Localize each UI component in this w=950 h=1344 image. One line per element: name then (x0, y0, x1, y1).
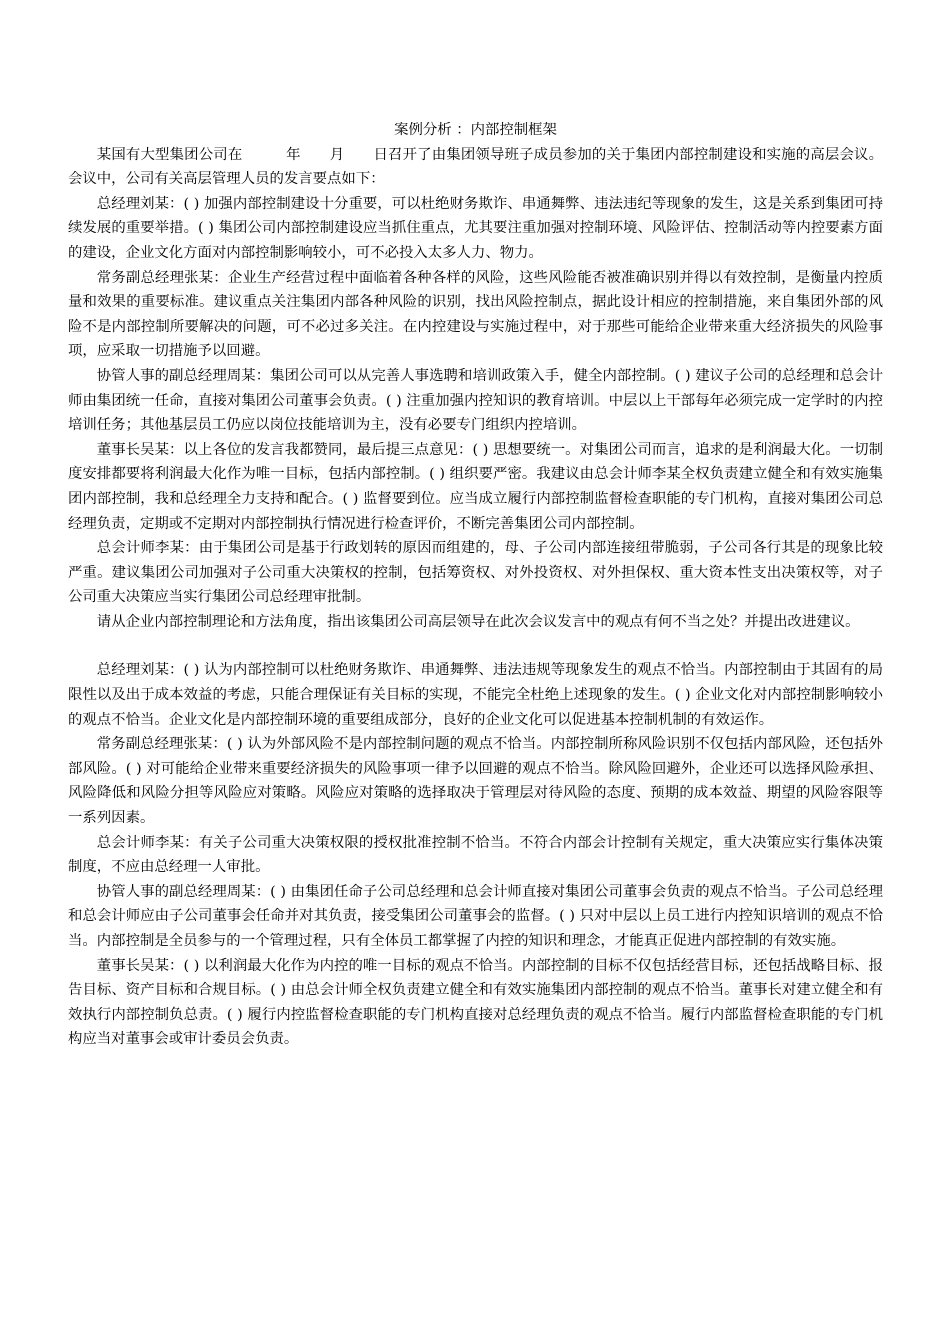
case-ceo-liu: 总经理刘某：( ) 加强内部控制建设十分重要，可以杜绝财务欺诈、串通舞弊、违法违纪等现象的发生，这是关系到集团可持续发展的重要举措。( ) 集团公司内部控制建设应当抓住重点，尤其要注重加强对控制环境、风险评估、控制活动等内控要素方面的建设，企业文化方面对内部控制影响较小，可不必投入太多人力、物力。 (68, 195, 883, 261)
case-vp-zhou: 协管人事的副总经理周某：集团公司可以从完善人事选聘和培训政策入手，健全内部控制。( ) 建议子公司的总经理和总会计师由集团统一任命，直接对集团公司董事会负责。( ) 注重加强内控知识的教育培训。中层以上干部每年必须完成一定学时的内控培训任务；其他基层员工仍应以岗位技能培训为主，没有必要专门组织内控培训。 (68, 367, 883, 434)
answer-ceo-liu: 总经理刘某：( ) 认为内部控制可以杜绝财务欺诈、串通舞弊、违法违规等现象发生的观点不恰当。内部控制由于其固有的局限性以及出于成本效益的考虑，只能合理保证有关目标的实现，不能完全杜绝上述现象的发生。( ) 企业文化对内部控制影响较小的观点不恰当。企业文化是内部控制环境的重要组成部分，良好的企业文化可以促进基本控制机制的有效运作。 (68, 662, 883, 728)
case-chairman-wu: 董事长吴某：以上各位的发言我都赞同，最后提三点意见：( ) 思想要统一。对集团公司而言，追求的是利润最大化。一切制度安排都要将利润最大化作为唯一目标，包括内部控制。( ) 组织要严密。我建议由总会计师李某全权负责建立健全和有效实施集团内部控制，我和总经理全力支持和配合。( ) 监督要到位。应当成立履行内部控制监督检查职能的专门机构，直接对集团公司总经理负责，定期或不定期对内部控制执行情况进行检查评价，不断完善集团公司内部控制。 (68, 441, 883, 532)
answer-cfo-li: 总会计师李某：有关子公司重大决策权限的授权批准控制不恰当。不符合内部会计控制有关规定，重大决策应实行集体决策制度，不应由总经理一人审批。 (68, 834, 883, 876)
answer-section (68, 658, 883, 1052)
case-section (68, 143, 883, 635)
answer-vp-zhou: 协管人事的副总经理周某：( ) 由集团任命子公司总经理和总会计师直接对集团公司董事会负责的观点不恰当。子公司总经理和总会计师应由子公司董事会任命并对其负责，接受集团公司董事会的监督。( ) 只对中层以上员工进行内控知识培训的观点不恰当。内部控制是全员参与的一个管理过程，只有全体员工都掌握了内控的知识和理念，才能真正促进内部控制的有效实施。 (68, 883, 883, 949)
document-title: 案例分析 ：内部控制框架 (394, 122, 557, 138)
case-vp-zhang: 常务副总经理张某：企业生产经营过程中面临着各种各样的风险，这些风险能否被准确识别并得以有效控制，是衡量内控质量和效果的重要标准。建议重点关注集团内部各种风险的识别，找出风险控制点，据此设计相应的控制措施，来自集团外部的风险不是内部控制所要解决的问题，可不必过多关注。在内控建设与实施过程中，对于那些可能给企业带来重大经济损失的风险事项，应采取一切措施予以回避。 (68, 269, 883, 360)
answer-vp-zhang: 常务副总经理张某：( ) 认为外部风险不是内部控制问题的观点不恰当。内部控制所称风险识别不仅包括内部风险，还包括外部风险。( ) 对可能给企业带来重要经济损失的风险事项一律予以回避的观点不恰当。除风险回避外，企业还可以选择风险承担、风险降低和风险分担等风险应对策略。风险应对策略的选择取决于管理层对待风险的态度、预期的成本效益、期望的风险容限等一系列因素。 (68, 736, 883, 827)
section-gap (68, 634, 883, 658)
case-cfo-li: 总会计师李某：由于集团公司是基于行政划转的原因而组建的，母、子公司内部连接纽带脆弱，子公司各行其是的现象比较严重。建议集团公司加强对子公司重大决策权的控制，包括筹资权、对外投资权、对外担保权、重大资本性支出决策权等，对子公司重大决策应当实行集团公司总经理审批制。 (68, 540, 883, 606)
case-question: 请从企业内部控制理论和方法角度，指出该集团公司高层领导在此次会议发言中的观点有何不当之处？并提出改进建议。 (96, 613, 860, 630)
document-body (68, 118, 883, 1052)
answer-chairman-wu: 董事长吴某：( ) 以利润最大化作为内控的唯一目标的观点不恰当。内部控制的目标不仅包括经营目标，还包括战略目标、报告目标、资产目标和合规目标。( ) 由总会计师全权负责建立健全和有效实施集团内部控制的观点不恰当。董事长对建立健全和有效执行内部控制负总责。( ) 履行内控监督检查职能的专门机构直接对总经理负责的观点不恰当。履行内部监督检查职能的专门机构应当对董事会或审计委员会负责。 (68, 957, 883, 1048)
case-intro: 某国有大型集团公司在 年 月 日召开了由集团领导班子成员参加的关于集团内部控制建设和实施的高层会议。会议中，公司有关高层管理人员的发言要点如下： (68, 146, 883, 188)
